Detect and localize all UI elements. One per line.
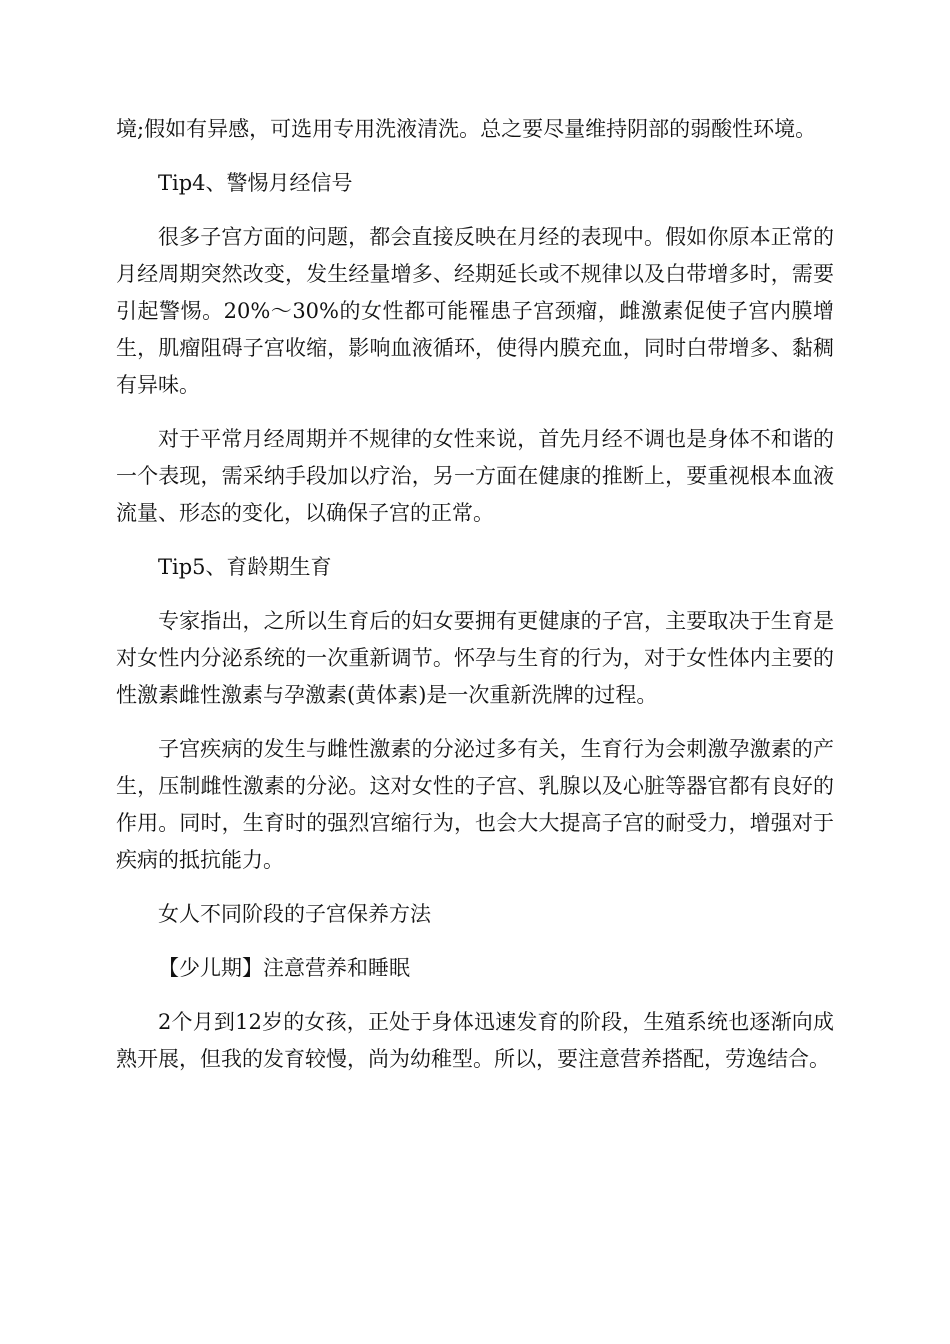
paragraph: 专家指出，之所以生育后的妇女要拥有更健康的子宫，主要取决于生育是对女性内分泌系统的一次重新调节。怀孕与生育的行为，对于女性体内主要的性激素雌性激素与孕激素(黄体素)是一次重新洗牌的过程。 — [116, 609, 834, 707]
paragraph: 2个月到12岁的女孩，正处于身体迅速发育的阶段，生殖系统也逐渐向成熟开展，但我的发育较慢，尚为幼稚型。所以，要注意营养搭配，劳逸结合。 — [116, 1010, 834, 1071]
paragraph: 很多子宫方面的问题，都会直接反映在月经的表现中。假如你原本正常的月经周期突然改变，发生经量增多、经期延长或不规律以及白带增多时，需要引起警惕。20%～30%的女性都可能罹患子宫颈瘤，雌激素促使子宫内膜增生，肌瘤阻碍子宫收缩，影响血液循环，使得内膜充血，同时白带增多、黏稠有异味。 — [116, 225, 834, 397]
document-page — [116, 111, 834, 1078]
section-heading-tip5: Tip5、育龄期生育 — [158, 555, 332, 579]
section-heading-tip4: Tip4、警惕月经信号 — [158, 171, 353, 195]
paragraph: 对于平常月经周期并不规律的女性来说，首先月经不调也是身体不和谐的一个表现，需采纳手段加以疗治，另一方面在健康的推断上，要重视根本血液流量、形态的变化，以确保子宫的正常。 — [116, 427, 834, 525]
section-heading-stages: 女人不同阶段的子宫保养方法 — [158, 902, 431, 926]
paragraph-continued: 境;假如有异感，可选用专用洗液清洗。总之要尽量维持阴部的弱酸性环境。 — [116, 117, 817, 141]
section-heading-childhood: 【少儿期】注意营养和睡眠 — [158, 956, 410, 980]
paragraph: 子宫疾病的发生与雌性激素的分泌过多有关，生育行为会刺激孕激素的产生，压制雌性激素的分泌。这对女性的子宫、乳腺以及心脏等器官都有良好的作用。同时，生育时的强烈宫缩行为，也会大大提高子宫的耐受力，增强对于疾病的抵抗能力。 — [116, 737, 834, 872]
